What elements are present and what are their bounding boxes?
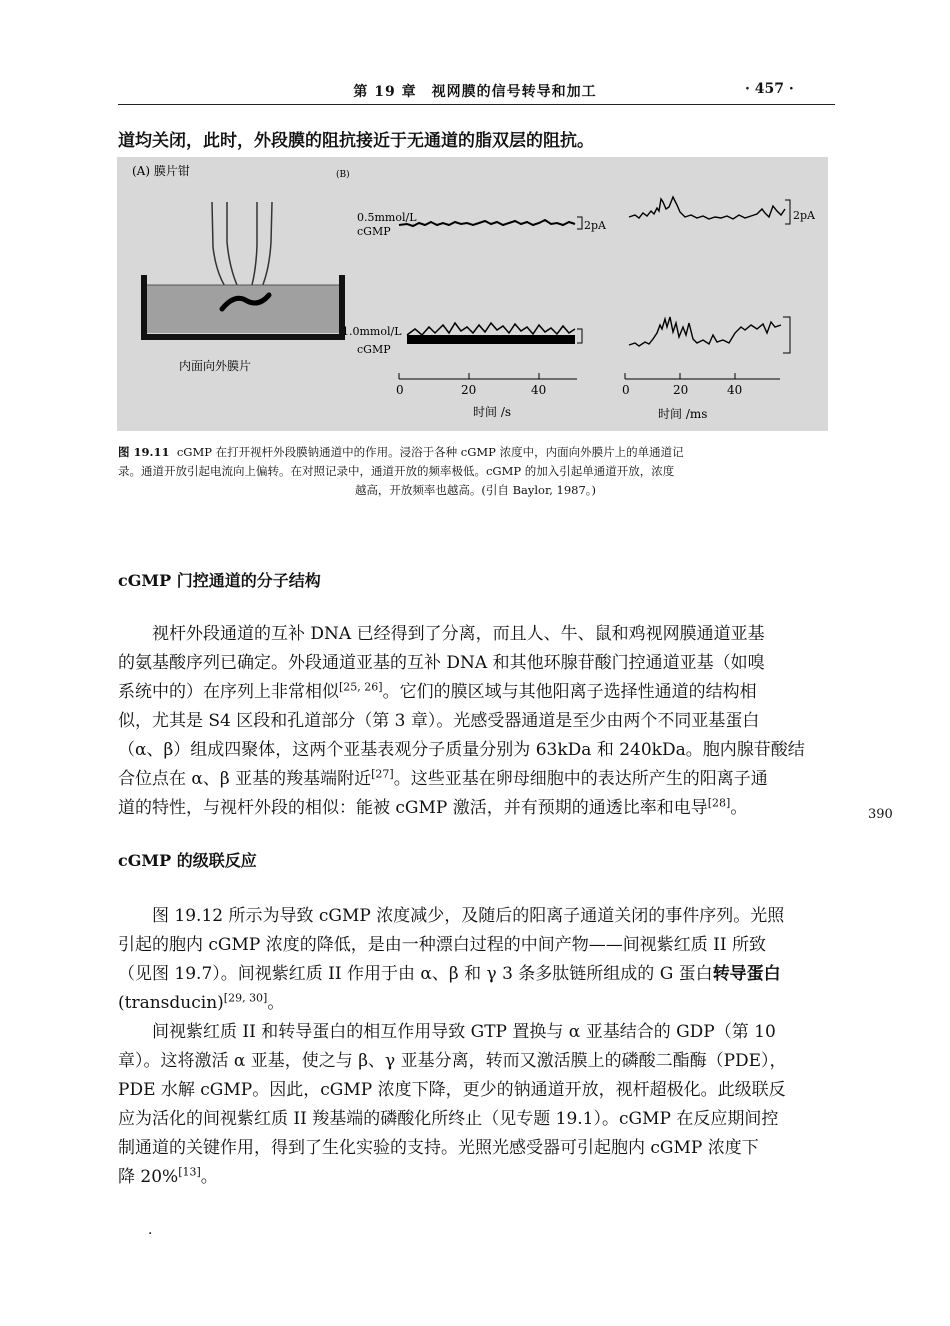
running-header-title: 第 19 章 视网膜的信号转导和加工 (353, 84, 597, 100)
s2p2-line-2: 章）。这将激活 α 亚基，使之与 β、γ 亚基分离，转而又激活膜上的磷酸二酯酶（PDE）， (118, 1051, 787, 1071)
axis-left (396, 373, 577, 419)
axis-left-tick-20: 20 (461, 383, 477, 397)
s2p1-line-2: 引起的胞内 cGMP 浓度的降低，是由一种漂白过程的中间产物——间视紫红质 II 所致 (118, 935, 766, 955)
section2-paragraph-1 (118, 902, 838, 1018)
s2p1-line-1: 图 19.12 所示为导致 cGMP 浓度减少，及随后的阳离子通道关闭的事件序列。光照 (152, 906, 785, 926)
s1-line-2: 的氨基酸序列已确定。外段通道亚基的互补 DNA 和其他环腺苷酸门控通道亚基（如嗅 (118, 653, 765, 673)
figure-19-11 (117, 157, 828, 431)
caption-text-1: cGMP 在打开视杆外段膜钠通道中的作用。浸浴于各种 cGMP 浓度中，内面向外膜片上的单通道记 (176, 445, 684, 459)
caption-line-2: 录。通道开放引起电流向上偏转。在对照记录中，通道开放的频率极低。cGMP 的加入引起单通道开放，浓度 (118, 464, 675, 478)
footer-dot: · (148, 1226, 153, 1242)
s2p2-line-6b: 。 (200, 1167, 218, 1187)
row2-drug: cGMP (357, 343, 391, 356)
intro-line: 道均关闭，此时，外段膜的阻抗接近于无通道的脂双层的阻抗。 (118, 131, 594, 151)
row1-right-scale-label: 2pA (793, 209, 815, 222)
s2p2-line-3: PDE 水解 cGMP。因此，cGMP 浓度下降，更少的钠通道开放，视杆超极化。此级联反 (118, 1080, 786, 1100)
s1-line-3b: 。它们的膜区域与其他阳离子选择性通道的结构相 (382, 682, 757, 702)
citation-27: [27] (371, 767, 394, 781)
s2p2-line-6 (118, 1163, 838, 1192)
axis-right-tick-40: 40 (727, 383, 743, 397)
s1-line-7 (118, 794, 838, 823)
row1-scale-bar (577, 217, 582, 229)
s1-line-7a: 道的特性，与视杆外段的相似：能被 cGMP 激活，并有预期的通透比率和电导 (118, 798, 708, 818)
s2p2-line-1: 间视紫红质 II 和转导蛋白的相互作用导致 GTP 置换与 α 亚基结合的 GDP（第 10 (152, 1022, 776, 1042)
axis-right-tick-0: 0 (622, 383, 630, 397)
figure-graphic (117, 157, 828, 431)
citation-25-26: [25, 26] (339, 680, 383, 694)
figure-caption (118, 443, 833, 500)
header-rule (118, 104, 835, 105)
s2p2-line-4: 应为活化的间视紫红质 II 羧基端的磷酸化所终止（见专题 19.1）。cGMP 在反应期间控 (118, 1109, 779, 1129)
row2-fast-trace (629, 317, 781, 346)
row1-drug: cGMP (357, 225, 391, 238)
axis-right-tick-20: 20 (673, 383, 689, 397)
s1-line-5: （α、β）组成四聚体，这两个亚基表观分子质量分别为 63kDa 和 240kDa。胞内腺苷酸结 (118, 740, 805, 760)
pipette-right (249, 202, 272, 297)
panel-b-label: (B) (336, 170, 350, 180)
s1-line-7b: 。 (730, 798, 748, 818)
axis-right-label: 时间 /ms (658, 407, 708, 421)
caption-line-3: 越高，开放频率也越高。(引自 Baylor, 1987。) (354, 483, 597, 497)
s2p2-line-6a: 降 20% (118, 1167, 179, 1187)
s1-line-1: 视杆外段通道的互补 DNA 已经得到了分离，而且人、牛、鼠和鸡视网膜通道亚基 (152, 624, 765, 644)
page-number: · 457 · (745, 81, 794, 97)
citation-13: [13] (178, 1165, 201, 1179)
recording-bath (144, 275, 342, 337)
s1-line-6b: 。这些亚基在卵母细胞中的表达所产生的阳离子通 (393, 769, 768, 789)
row2-right-scale-bar (783, 317, 790, 353)
axis-left-tick-0: 0 (396, 383, 404, 397)
s1-line-6 (118, 765, 838, 794)
s2p1-line-3 (118, 960, 838, 989)
row1-right-scale-bar (785, 200, 790, 224)
row1-scale-label: 2pA (584, 219, 606, 232)
s1-line-6a: 合位点在 α、β 亚基的羧基端附近 (118, 769, 372, 789)
s1-line-4: 似，尤其是 S4 区段和孔道部分（第 3 章）。光感受器通道是至少由两个不同亚基蛋白 (118, 711, 760, 731)
s2p2-line-5: 制通道的关键作用，得到了生化实验的支持。光照光感受器可引起胞内 cGMP 浓度下 (118, 1138, 759, 1158)
section2-paragraph-2 (118, 1018, 838, 1192)
s1-line-3 (118, 678, 838, 707)
caption-label: 图 19.11 (118, 445, 170, 459)
section-title-structure: cGMP 门控通道的分子结构 (118, 571, 321, 590)
s2p1-line-3a: （见图 19.7）。间视紫红质 II 作用于由 α、β 和 γ 3 条多肽链所组成的 G 蛋白 (118, 964, 713, 984)
section1-paragraph (118, 620, 838, 823)
row2-slow-trace (407, 323, 575, 344)
margin-page-number: 390 (868, 807, 893, 822)
term-transducin: 转导蛋白 (712, 964, 781, 984)
s2p1-line-4b: 。 (267, 993, 285, 1013)
row2-scale-bar (577, 329, 582, 343)
s1-line-3a: 系统中的）在序列上非常相似 (118, 682, 339, 702)
panel-a-label: (A) 膜片钳 (132, 164, 190, 178)
inside-out-patch-label: 内面向外膜片 (179, 359, 252, 373)
row2-concentration: 1.0mmol/L (342, 325, 402, 338)
row1-fast-trace (629, 197, 785, 219)
s2p1-line-4 (118, 989, 838, 1018)
citation-28: [28] (707, 796, 731, 810)
row1-slow-trace (399, 220, 575, 226)
axis-right (622, 373, 780, 421)
row1-concentration: 0.5mmol/L (357, 211, 417, 224)
s2p1-line-4a: (transducin) (118, 993, 224, 1013)
section-title-cascade: cGMP 的级联反应 (118, 851, 257, 870)
pipette-left (212, 202, 243, 299)
citation-29-30: [29, 30] (223, 991, 268, 1005)
axis-left-tick-40: 40 (531, 383, 547, 397)
axis-left-label: 时间 /s (473, 405, 512, 419)
caption-line-1 (118, 443, 833, 462)
